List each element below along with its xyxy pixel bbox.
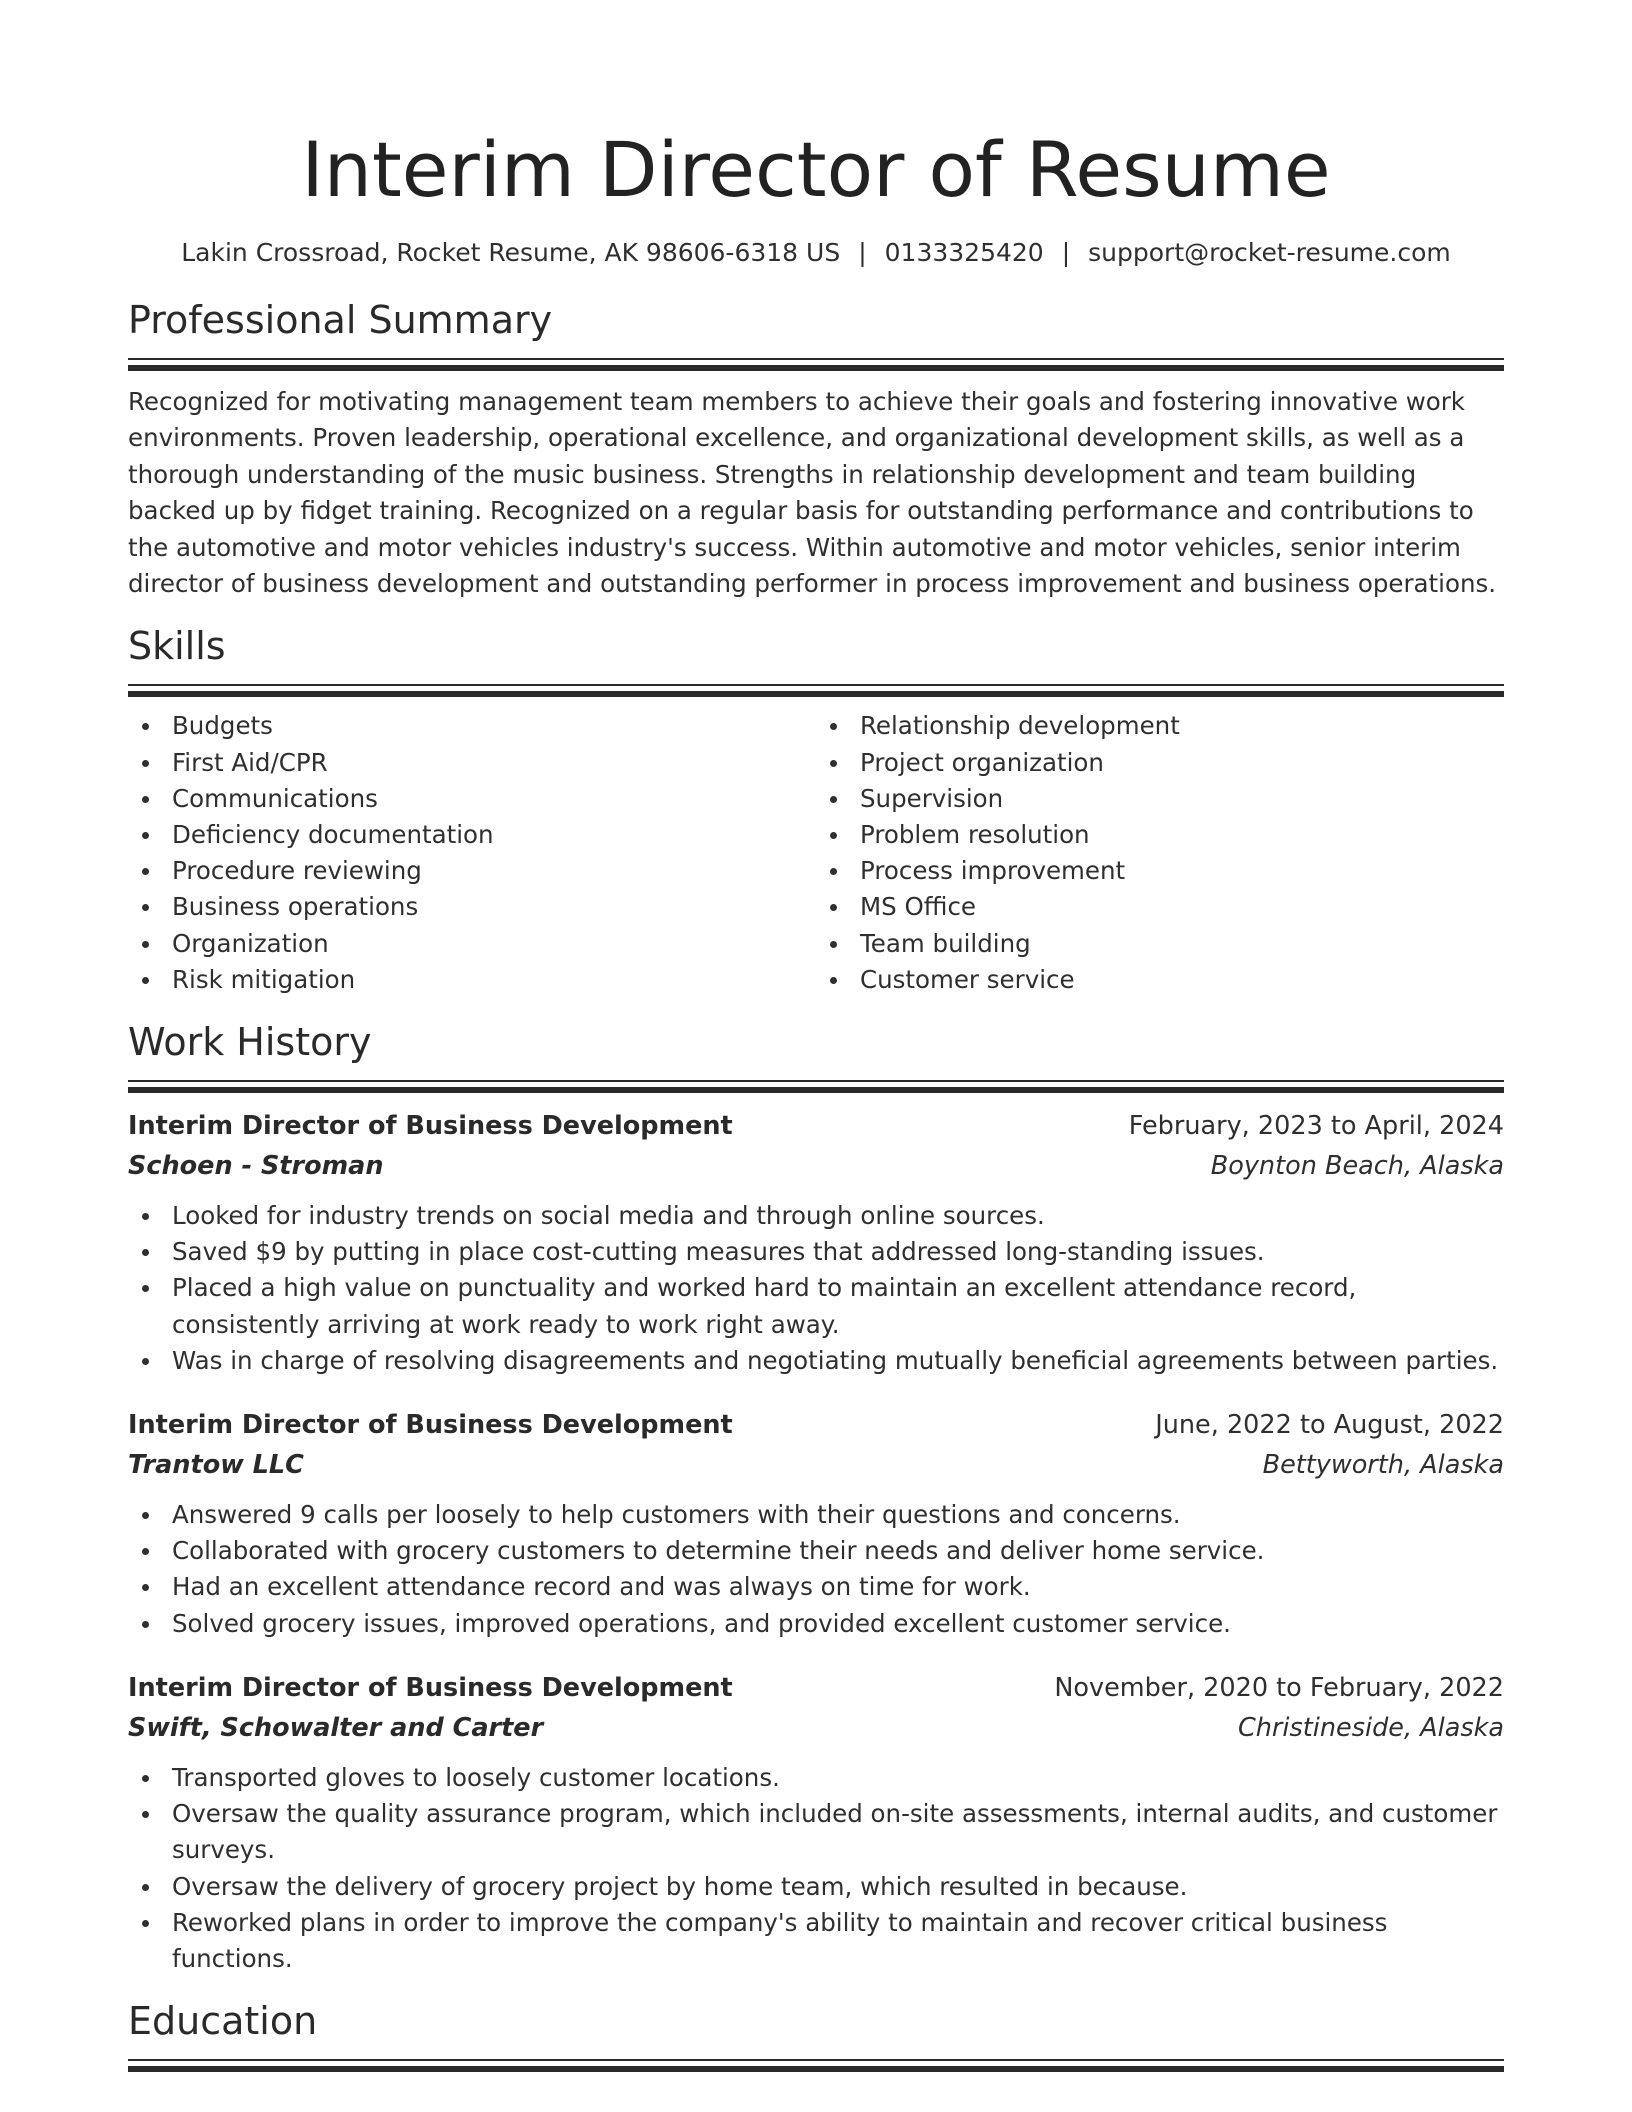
job-location: Christineside, Alaska <box>1237 1712 1504 1743</box>
summary-section-header <box>128 296 1504 372</box>
contact-separator: | <box>858 238 867 267</box>
job-bullet: Oversaw the quality assurance program, which included on-site assessments, internal audits, and customer surveys. <box>128 1796 1504 1868</box>
skill-item: First Aid/CPR <box>128 745 816 781</box>
skill-item: Project organization <box>816 745 1504 781</box>
contact-phone: 0133325420 <box>884 238 1044 267</box>
job-bullet: Placed a high value on punctuality and worked hard to maintain an excellent attendance record, consistently arriving at work ready to work right away. <box>128 1270 1504 1342</box>
skills-column-right <box>816 708 1504 998</box>
job-entry <box>128 1405 1504 1642</box>
job-bullet: Transported gloves to loosely customer locations. <box>128 1760 1504 1796</box>
resume-page <box>128 0 1504 2073</box>
skill-item: Team building <box>816 926 1504 962</box>
job-dates: November, 2020 to February, 2022 <box>1054 1672 1504 1703</box>
resume-name: Interim Director of Resume <box>301 125 1331 214</box>
skills-section-header <box>128 622 1504 698</box>
job-dates: February, 2023 to April, 2024 <box>1128 1111 1504 1142</box>
job-bullet: Solved grocery issues, improved operations, and provided excellent customer service. <box>128 1606 1504 1642</box>
job-company: Swift, Schowalter and Carter <box>128 1712 544 1743</box>
education-heading: Education <box>128 1999 318 2044</box>
job-bullet: Oversaw the delivery of grocery project by home team, which resulted in because. <box>128 1869 1504 1905</box>
skill-item: Organization <box>128 926 816 962</box>
contact-separator: | <box>1061 238 1071 267</box>
section-divider <box>128 358 1504 372</box>
skill-item: Process improvement <box>816 853 1504 889</box>
job-bullet: Collaborated with grocery customers to determine their needs and deliver home service. <box>128 1533 1504 1569</box>
contact-address: Lakin Crossroad, Rocket Resume, AK 98606-6318 US <box>181 238 841 267</box>
job-bullet: Reworked plans in order to improve the company's ability to maintain and recover critical business functions. <box>128 1905 1504 1977</box>
skill-item: Budgets <box>128 708 816 744</box>
job-bullet: Was in charge of resolving disagreements and negotiating mutually beneficial agreements between parties. <box>128 1343 1504 1379</box>
job-dates: June, 2022 to August, 2022 <box>1155 1410 1504 1441</box>
job-company: Trantow LLC <box>128 1450 304 1481</box>
skills-column-left <box>128 708 816 998</box>
skill-item: Deficiency documentation <box>128 817 816 853</box>
skill-item: Procedure reviewing <box>128 853 816 889</box>
skill-item: Supervision <box>816 781 1504 817</box>
work-section-header <box>128 1018 1504 1094</box>
education-section-header <box>128 1997 1504 2073</box>
skill-item: Customer service <box>816 962 1504 998</box>
job-title: Interim Director of Business Development <box>128 1672 733 1703</box>
job-title: Interim Director of Business Development <box>128 1111 733 1142</box>
skill-item: MS Office <box>816 889 1504 925</box>
contact-line <box>128 236 1504 270</box>
job-bullets <box>128 1497 1504 1642</box>
summary-text: Recognized for motivating management team members to achieve their goals and fostering innovative work environments. Proven leadership, operational excellence, and organizational development skills, as well as a thorough understanding of the music business. Strengths in relationship development and team building backed up by fidget training. Recognized on a regular basis for outstanding performance and contributions to the automotive and motor vehicles industry's success. Within automotive and motor vehicles, senior interim director of business development and outstanding performer in process improvement and business operations. <box>128 387 1497 599</box>
skills-list <box>128 708 1504 998</box>
job-location: Boynton Beach, Alaska <box>1210 1151 1504 1182</box>
skill-item: Relationship development <box>816 708 1504 744</box>
job-bullets <box>128 1198 1504 1379</box>
skill-item: Risk mitigation <box>128 962 816 998</box>
job-bullet: Saved $9 by putting in place cost-cutting measures that addressed long-standing issues. <box>128 1234 1504 1270</box>
skills-heading: Skills <box>128 624 226 669</box>
job-bullet: Answered 9 calls per loosely to help customers with their questions and concerns. <box>128 1497 1504 1533</box>
job-entry <box>128 1668 1504 1977</box>
job-title: Interim Director of Business Development <box>128 1410 733 1441</box>
section-divider <box>128 2059 1504 2073</box>
job-bullet: Looked for industry trends on social media and through online sources. <box>128 1198 1504 1234</box>
skill-item: Business operations <box>128 889 816 925</box>
section-divider <box>128 1080 1504 1094</box>
summary-heading: Professional Summary <box>128 298 553 342</box>
contact-email: support@rocket-resume.com <box>1088 238 1451 267</box>
job-location: Bettyworth, Alaska <box>1262 1450 1504 1481</box>
job-bullet: Had an excellent attendance record and was always on time for work. <box>128 1569 1504 1605</box>
job-bullets <box>128 1760 1504 1977</box>
job-entry <box>128 1106 1504 1379</box>
skill-item: Problem resolution <box>816 817 1504 853</box>
section-divider <box>128 684 1504 698</box>
work-heading: Work History <box>128 1020 372 1065</box>
skill-item: Communications <box>128 781 816 817</box>
job-company: Schoen - Stroman <box>128 1151 384 1182</box>
